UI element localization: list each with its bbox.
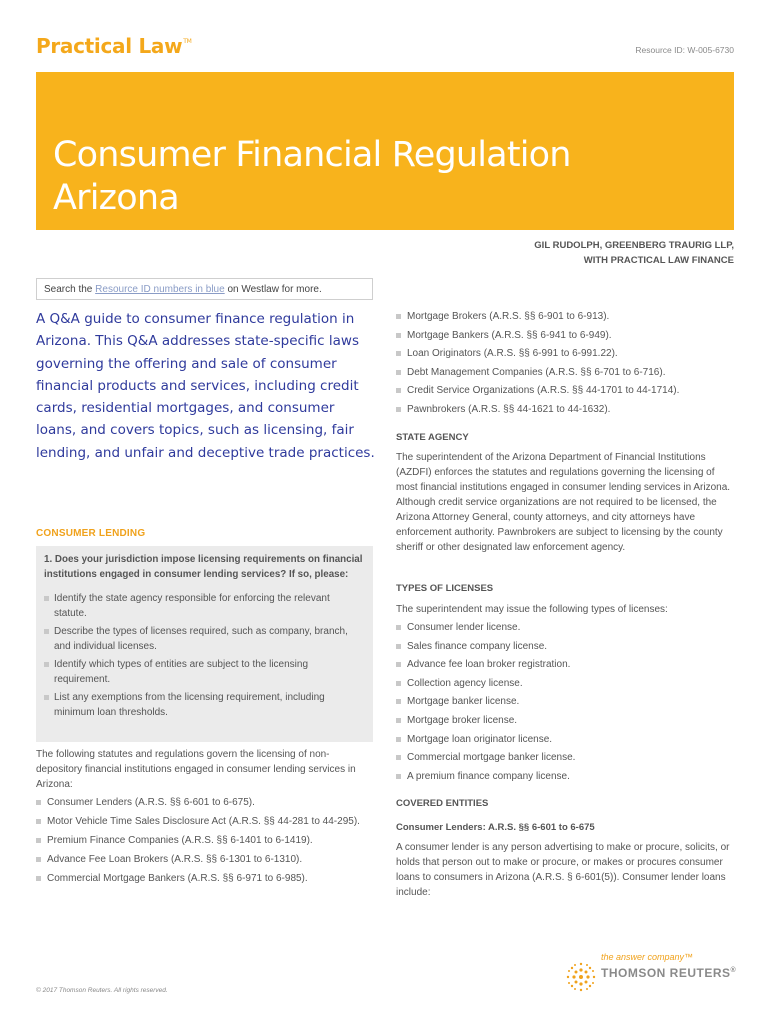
title-line-1: Consumer Financial Regulation	[53, 135, 571, 175]
bullet-icon	[396, 699, 401, 704]
thomson-reuters-name: THOMSON REUTERS®	[601, 966, 737, 980]
list-item: Debt Management Companies (A.R.S. §§ 6-701 to 6-716).	[396, 365, 736, 380]
copyright: © 2017 Thomson Reuters. All rights reserved.	[36, 987, 168, 994]
resource-id: Resource ID: W-005-6730	[635, 45, 734, 55]
statutes-list	[36, 795, 366, 886]
bullet-icon	[396, 388, 401, 393]
list-item: Premium Finance Companies (A.R.S. §§ 6-1401 to 6-1419).	[36, 833, 366, 848]
bullet-icon	[36, 838, 41, 843]
list-item: List any exemptions from the licensing requirement, including minimum loan thresholds.	[44, 690, 365, 720]
authors	[534, 238, 734, 268]
bullet-icon	[396, 737, 401, 742]
bullet-icon	[44, 695, 49, 700]
page-title	[53, 134, 571, 220]
question-list	[44, 591, 365, 720]
tagline: the answer company™	[601, 952, 694, 962]
bullet-icon	[396, 351, 401, 356]
intro-text: A Q&A guide to consumer finance regulation in Arizona. This Q&A addresses state-specific laws governing the offering and sale of consumer financial products and services, including credit cards, residential mortgages, and consumer loans, and covers topics, such as licensing, fair lending, and unfair and deceptive trade practices.	[36, 311, 375, 461]
list-item: Commercial mortgage banker license.	[396, 750, 734, 765]
list-item: Collection agency license.	[396, 676, 734, 691]
bullet-icon	[36, 857, 41, 862]
author-line-1: GIL RUDOLPH, GREENBERG TRAURIG LLP,	[534, 240, 734, 251]
list-item: Credit Service Organizations (A.R.S. §§ 44-1701 to 44-1714).	[396, 383, 736, 398]
list-item: Loan Originators (A.R.S. §§ 6-991 to 6-991.22).	[396, 346, 736, 361]
title-line-2: Arizona	[53, 178, 179, 218]
bullet-icon	[44, 662, 49, 667]
state-agency-heading: STATE AGENCY	[396, 432, 469, 443]
bullet-icon	[396, 718, 401, 723]
list-item: Describe the types of licenses required, such as company, branch, and individual licenses.	[44, 624, 365, 654]
bullet-icon	[396, 774, 401, 779]
license-types-intro: The superintendent may issue the following types of licenses:	[396, 604, 668, 615]
title-banner	[36, 72, 734, 230]
list-item: Commercial Mortgage Bankers (A.R.S. §§ 6-971 to 6-985).	[36, 871, 366, 886]
bullet-icon	[396, 370, 401, 375]
list-item: Mortgage loan originator license.	[396, 732, 734, 747]
covered-entities-heading: COVERED ENTITIES	[396, 798, 489, 809]
consumer-lending-heading: CONSUMER LENDING	[36, 528, 146, 539]
resource-id-link[interactable]: Resource ID numbers in blue	[95, 284, 225, 295]
bullet-icon	[396, 333, 401, 338]
list-item: A premium finance company license.	[396, 769, 734, 784]
practical-law-logo: Practical Law™	[36, 34, 192, 58]
list-item: Advance Fee Loan Brokers (A.R.S. §§ 6-1301 to 6-1310).	[36, 852, 366, 867]
state-agency-text: The superintendent of the Arizona Department of Financial Institutions (AZDFI) enforces the statutes and regulations governing the licensing of most financial institutions engaged in consumer lending services in Arizona. Although credit service organizations are not required to be licensed, the Arizona Attorney General, county attorneys, and city attorneys have enforcement authority. Pawnbrokers are subject to licensing by the county sheriff or other designated law enforcement agency.	[396, 452, 731, 553]
list-item: Mortgage Bankers (A.R.S. §§ 6-941 to 6-949).	[396, 328, 736, 343]
bullet-icon	[36, 819, 41, 824]
list-item: Advance fee loan broker registration.	[396, 657, 734, 672]
thomson-reuters-logo-icon	[564, 960, 598, 994]
bullet-icon	[36, 876, 41, 881]
bullet-icon	[396, 314, 401, 319]
bullet-icon	[396, 407, 401, 412]
covered-text: A consumer lender is any person advertising to make or procure, solicits, or holds that person out to make or procure, or makes or procures consumer loans to consumers in Arizona (A.R.S. § 6-601(5)). Consumer lender loans include:	[396, 842, 730, 898]
license-types-list	[396, 620, 734, 784]
list-item: Mortgage Brokers (A.R.S. §§ 6-901 to 6-913).	[396, 309, 736, 324]
list-item: Pawnbrokers (A.R.S. §§ 44-1621 to 44-1632).	[396, 402, 736, 417]
bullet-icon	[396, 681, 401, 686]
list-item: Sales finance company license.	[396, 639, 734, 654]
list-item: Mortgage broker license.	[396, 713, 734, 728]
list-item: Consumer Lenders (A.R.S. §§ 6-601 to 6-675).	[36, 795, 366, 810]
search-note: Search the Resource ID numbers in blue on Westlaw for more.	[36, 278, 373, 300]
list-item: Motor Vehicle Time Sales Disclosure Act (A.R.S. §§ 44-281 to 44-295).	[36, 814, 366, 829]
bullet-icon	[44, 596, 49, 601]
statutes-continued-list	[396, 309, 736, 417]
question-text: 1. Does your jurisdiction impose licensing requirements on financial institutions engaged in consumer lending services? If so, please:	[44, 554, 363, 580]
list-item: Consumer lender license.	[396, 620, 734, 635]
list-item: Mortgage banker license.	[396, 694, 734, 709]
list-item: Identify which types of entities are subject to the licensing requirement.	[44, 657, 365, 687]
license-types-heading: TYPES OF LICENSES	[396, 583, 494, 594]
bullet-icon	[396, 644, 401, 649]
covered-subheading: Consumer Lenders: A.R.S. §§ 6-601 to 6-675	[396, 822, 595, 833]
bullet-icon	[36, 800, 41, 805]
bullet-icon	[396, 755, 401, 760]
question-box	[36, 546, 373, 742]
statutes-intro: The following statutes and regulations govern the licensing of non-depository financial institutions engaged in consumer lending services in Arizona:	[36, 749, 356, 790]
bullet-icon	[44, 629, 49, 634]
author-line-2: WITH PRACTICAL LAW FINANCE	[583, 255, 734, 266]
bullet-icon	[396, 662, 401, 667]
bullet-icon	[396, 625, 401, 630]
list-item: Identify the state agency responsible for enforcing the relevant statute.	[44, 591, 365, 621]
